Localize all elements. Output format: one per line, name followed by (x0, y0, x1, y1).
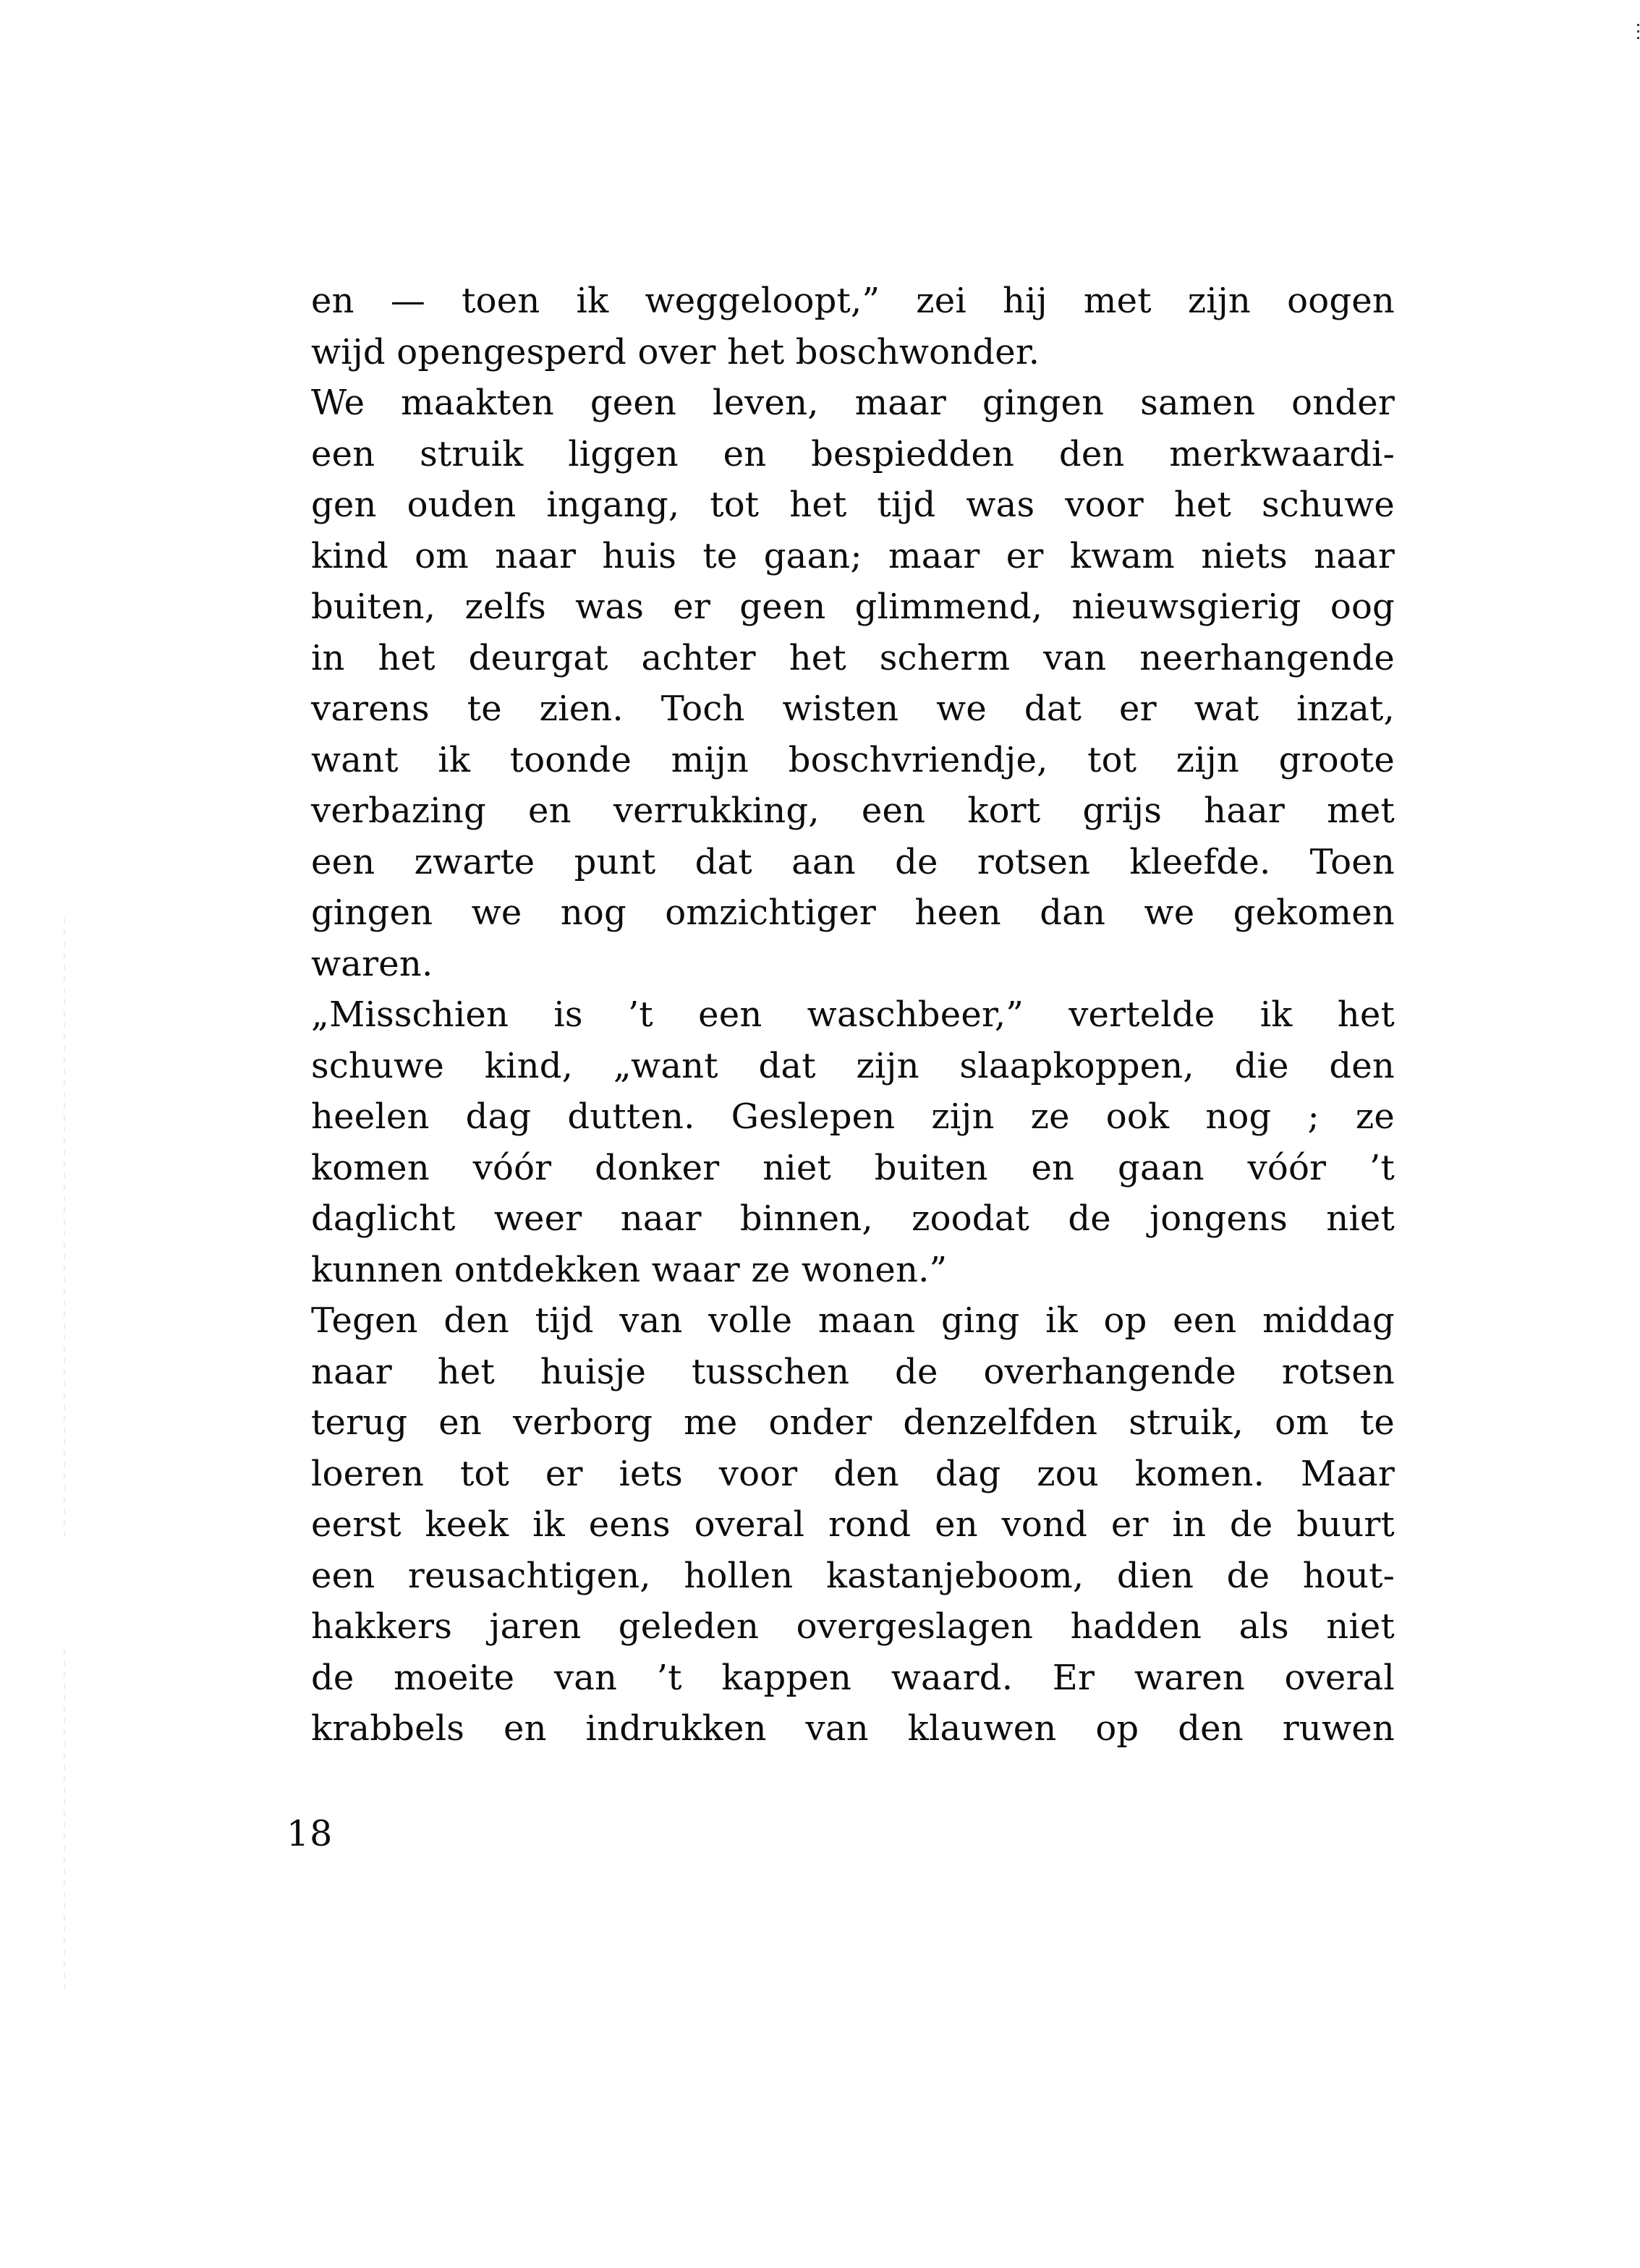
scan-artifact-speck (1637, 24, 1639, 41)
text-line: kunnen ontdekken waar ze wonen.” (311, 1249, 948, 1290)
text-line: de moeite van ’t kappen waard. Er waren overal (311, 1657, 1395, 1698)
text-line: loeren tot er iets voor den dag zou komen. Maar (311, 1453, 1395, 1494)
text-block (311, 276, 1395, 1755)
text-line: „Misschien is ’t een waschbeer,” vertelde ik het (311, 994, 1395, 1035)
scan-artifact-margin-line (64, 1649, 65, 1989)
text-line: want ik toonde mijn boschvriendje, tot zijn groote (311, 739, 1395, 780)
text-line: verbazing en verrukking, een kort grijs haar met (311, 790, 1395, 831)
text-line: hakkers jaren geleden overgeslagen hadden als niet (311, 1606, 1395, 1647)
text-line: wijd opengesperd over het boschwonder. (311, 331, 1040, 372)
text-line: waren. (311, 943, 433, 984)
text-line: daglicht weer naar binnen, zoodat de jongens niet (311, 1198, 1395, 1239)
text-line: komen vóór donker niet buiten en gaan vóór ’t (311, 1147, 1395, 1188)
text-line: in het deurgat achter het scherm van neerhangende (311, 637, 1395, 678)
text-line: kind om naar huis te gaan; maar er kwam niets naar (311, 535, 1395, 576)
text-line: naar het huisje tusschen de overhangende rotsen (311, 1351, 1395, 1392)
text-line: een zwarte punt dat aan de rotsen kleefde. Toen (311, 841, 1395, 882)
text-line: gen ouden ingang, tot het tijd was voor het schuwe (311, 485, 1395, 525)
text-line: en — toen ik weggeloopt,” zei hij met zijn oogen (311, 281, 1395, 321)
text-line: varens te zien. Toch wisten we dat er wat inzat, (311, 688, 1395, 729)
text-line: schuwe kind, „want dat zijn slaapkoppen, die den (311, 1045, 1395, 1086)
text-line: krabbels en indrukken van klauwen op den ruwen (311, 1708, 1395, 1749)
text-line: We maakten geen leven, maar gingen samen onder (311, 383, 1395, 423)
text-line: een reusachtigen, hollen kastanjeboom, dien de hout- (311, 1555, 1395, 1596)
text-line: een struik liggen en bespiedden den merkwaardi- (311, 433, 1395, 474)
page-number: 18 (286, 1813, 333, 1854)
text-line: Tegen den tijd van volle maan ging ik op een middag (311, 1300, 1395, 1341)
text-line: gingen we nog omzichtiger heen dan we gekomen (311, 892, 1395, 933)
text-line: heelen dag dutten. Geslepen zijn ze ook nog ; ze (311, 1096, 1395, 1137)
text-line: buiten, zelfs was er geen glimmend, nieuwsgierig oog (311, 587, 1395, 627)
text-line: eerst keek ik eens overal rond en vond er in de buurt (311, 1504, 1395, 1545)
scan-artifact-margin-line (64, 918, 65, 1540)
text-line: terug en verborg me onder denzelfden struik, om te (311, 1402, 1395, 1443)
